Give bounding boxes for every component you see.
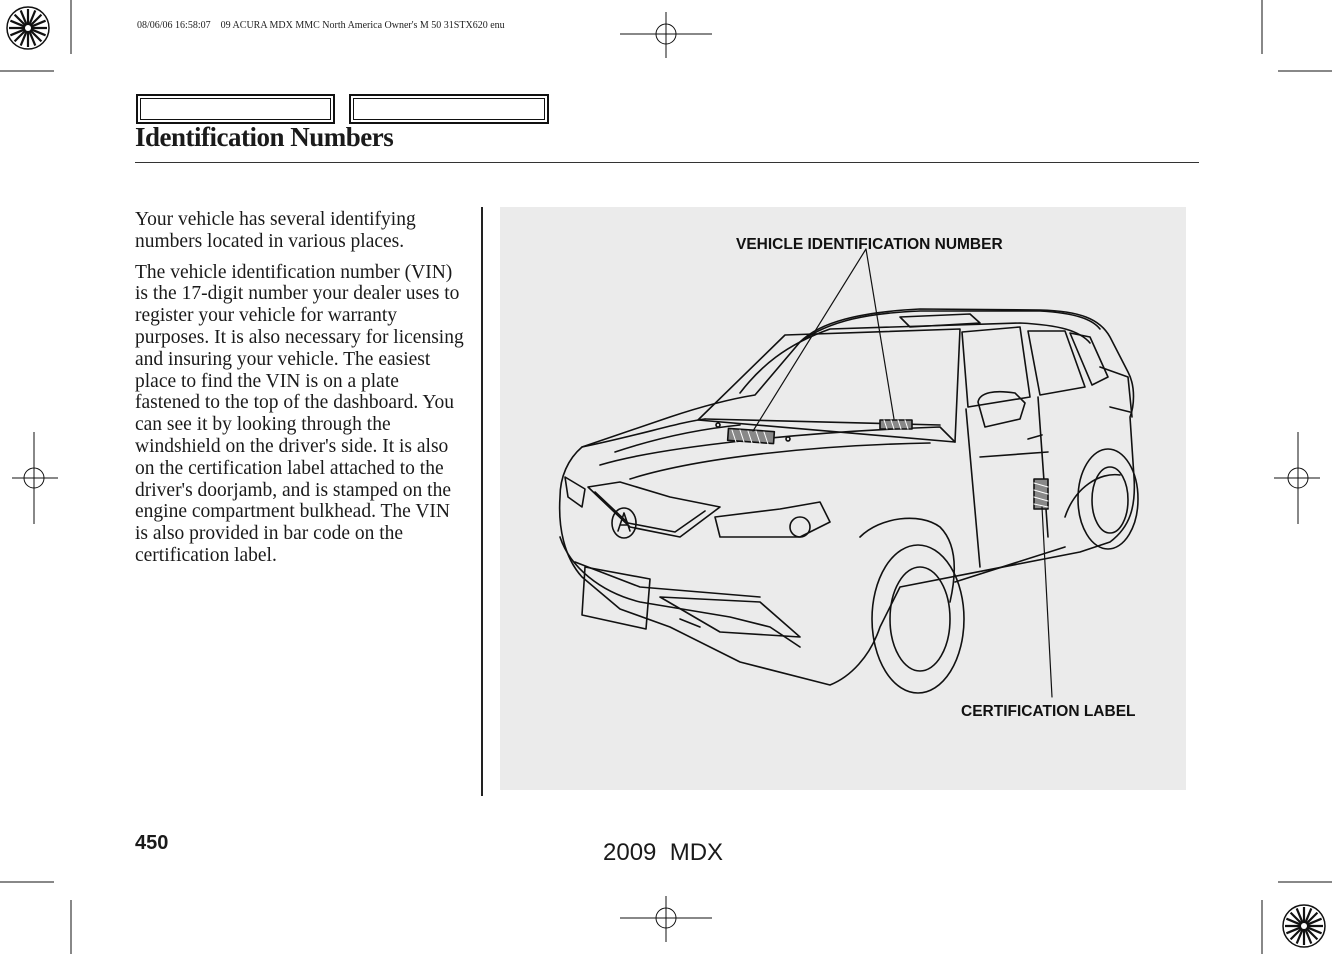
registration-mark-top-left bbox=[0, 0, 80, 80]
crosshair-mark-bottom-center bbox=[620, 896, 712, 942]
intro-paragraph: Your vehicle has several identifying numbers located in various places. bbox=[135, 209, 416, 252]
crop-mark-bottom-left bbox=[0, 874, 80, 954]
crosshair-mark-top-center bbox=[620, 12, 712, 58]
nav-tab-previous[interactable] bbox=[136, 94, 335, 124]
registration-mark-bottom-right bbox=[1252, 874, 1332, 954]
title-divider bbox=[135, 162, 1199, 163]
vehicle-illustration bbox=[500, 207, 1186, 790]
column-divider bbox=[481, 207, 483, 796]
page-number: 450 bbox=[135, 832, 169, 854]
vin-paragraph: The vehicle identification number (VIN) is the 17-digit number your dealer uses to register your vehicle for warranty purposes. It is also necessary for licensing and insuring your vehicle. The easiest place to find the VIN is on a plate fastened to the top of the dashboard. You can see it by looking through the windshield on the driver's side. It is also on the certification label attached to the driver's doorjamb, and is stamped on the engine compartment bulkhead. The VIN is also provided in bar code on the certification label. bbox=[135, 261, 464, 566]
crosshair-mark-right bbox=[1274, 432, 1320, 524]
body-text bbox=[135, 209, 465, 576]
print-header: 08/06/06 16:58:07 09 ACURA MDX MMC North America Owner's M 50 31STX620 enu bbox=[137, 20, 505, 31]
crosshair-mark-left bbox=[12, 432, 58, 524]
model-footer: 2009 MDX bbox=[603, 839, 724, 866]
crop-mark-top-right bbox=[1252, 0, 1332, 80]
vin-callout-label: VEHICLE IDENTIFICATION NUMBER bbox=[736, 236, 1003, 253]
page-title: Identification Numbers bbox=[135, 122, 394, 152]
certification-callout-label: CERTIFICATION LABEL bbox=[961, 703, 1136, 720]
nav-tab-next[interactable] bbox=[349, 94, 549, 124]
